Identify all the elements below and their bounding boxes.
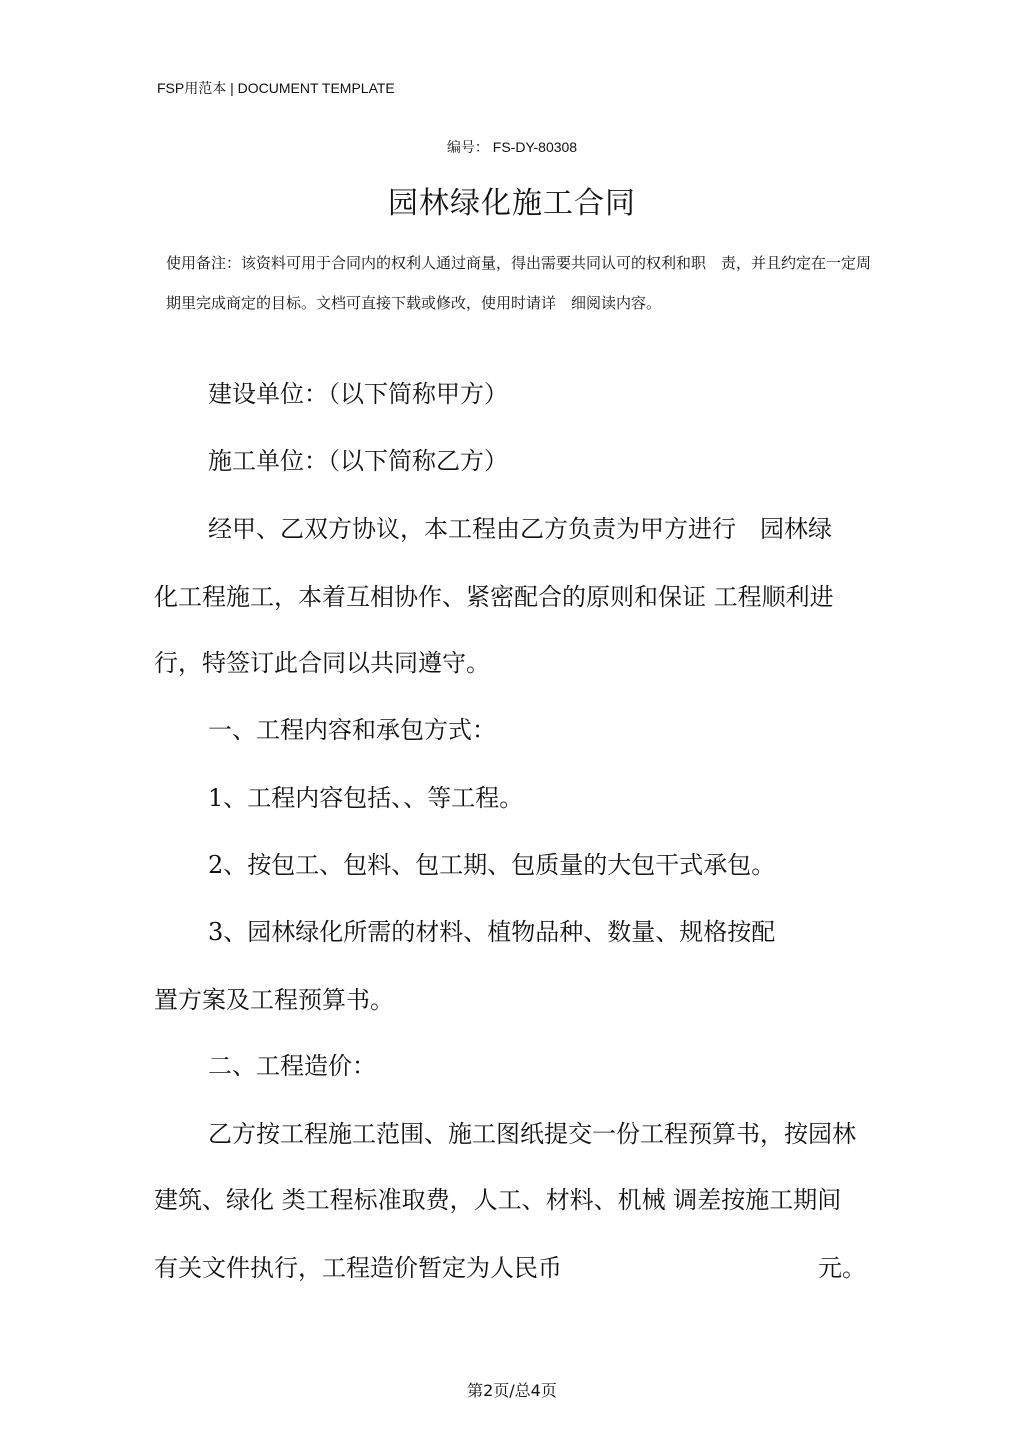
section-heading: 一、工程内容和承包方式： (208, 716, 496, 744)
document-title: 园林绿化施工合同 (388, 186, 636, 221)
usage-note: 使用备注：该资料可用于合同内的权利人通过商量，得出需要共同认可的权利和职 责，并且约定在一定周期里完成商定的目标。文档可直接下载或修改，使用时请详 细阅读内容。 (166, 254, 872, 312)
document-number: 编号： FS-DY-80308 (446, 139, 578, 155)
intro-paragraph-line: 化工程施工，本着互相协作、紧密配合的原则和保证 工程顺利进 (154, 583, 834, 611)
page-number: 第2页/总4页 (467, 1381, 557, 1400)
list-item: 1、工程内容包括、、等工程。 (208, 784, 524, 812)
price-paragraph-line: 建筑、绿化 类工程标准取费，人工、材料、机械 调差按施工期间 (154, 1186, 842, 1214)
intro-paragraph-line: 经甲、乙双方协议，本工程由乙方负责为甲方进行 园林绿 (208, 515, 832, 543)
list-item: 3、园林绿化所需的材料、植物品种、数量、规格按配 (208, 918, 776, 946)
party-b-line: 施工单位：（以下简称乙方） (208, 447, 508, 475)
list-item-continuation: 置方案及工程预算书。 (154, 986, 394, 1014)
party-a-line: 建设单位：（以下简称甲方） (208, 380, 508, 408)
list-item: 2、按包工、包料、包工期、包质量的大包干式承包。 (208, 851, 776, 879)
price-paragraph-line: 有关文件执行，工程造价暂定为人民币 (154, 1254, 562, 1282)
document-header-label: FSP用范本 | DOCUMENT TEMPLATE (157, 80, 395, 96)
section-heading: 二、工程造价： (208, 1052, 376, 1080)
price-paragraph-line: 乙方按工程施工范围、施工图纸提交一份工程预算书，按园林 (208, 1120, 856, 1148)
price-currency-unit: 元。 (818, 1254, 866, 1282)
intro-paragraph-line: 行，特签订此合同以共同遵守。 (154, 649, 490, 677)
